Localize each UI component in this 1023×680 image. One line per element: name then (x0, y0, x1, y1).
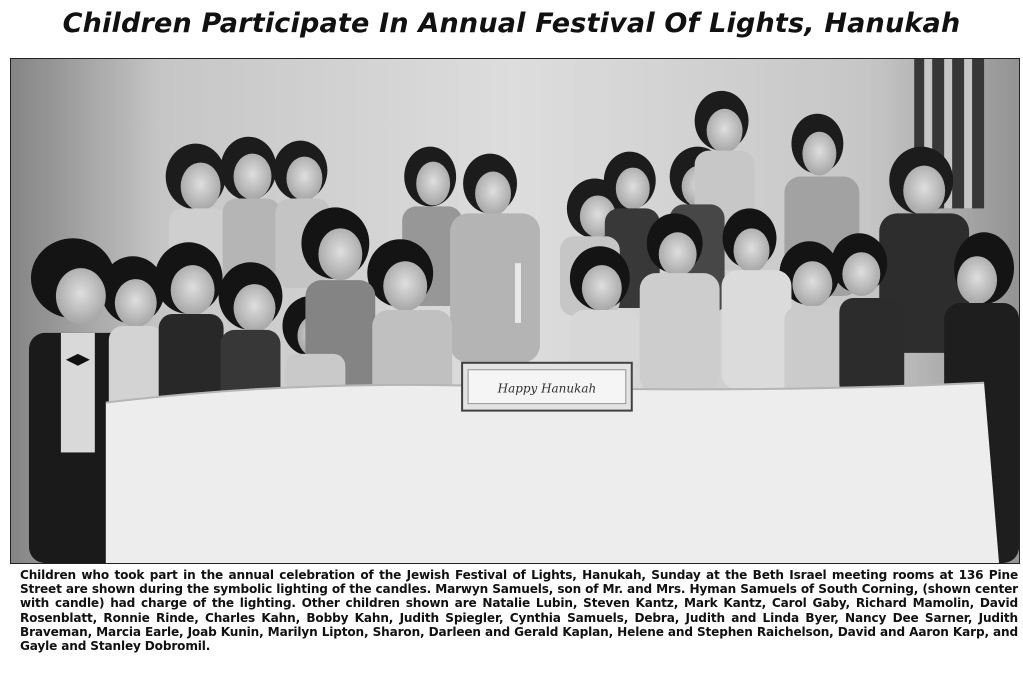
headline: Children Participate In Annual Festival Of Lights, Hanukah (62, 8, 961, 39)
group-photo-image (11, 59, 1019, 563)
photo-caption: Children who took part in the annual celebration of the Jewish Festival of Lights, Hanukah, Sunday at the Beth Israel meeting rooms at 136 Pine Street are shown during the symbolic lighting of the candles. Marwyn Samuels, son of Mr. and Mrs. Hyman Samuels of South Corning, (shown center with candle) had charge of the lighting. Other children shown are Natalie Lubin, Steven Kantz, Mark Kantz, Carol Gaby, Richard Mamolin, David Rosenblatt, Ronnie Rinde, Charles Kahn, Bobby Kahn, Judith Spiegler, Cynthia Samuels, Debra, Judith and Linda Byer, Nancy Dee Sarner, Judith Braveman, Marcia Earle, Joab Kunin, Marilyn Lipton, Sharon, Darleen and Gerald Kaplan, Helene and Stephen Raichelson, David and Aaron Karp, and Gayle and Stanley Dobromil. (20, 568, 1018, 654)
group-photo (10, 58, 1020, 564)
cake-inscription: Happy Hanukah (497, 381, 597, 396)
